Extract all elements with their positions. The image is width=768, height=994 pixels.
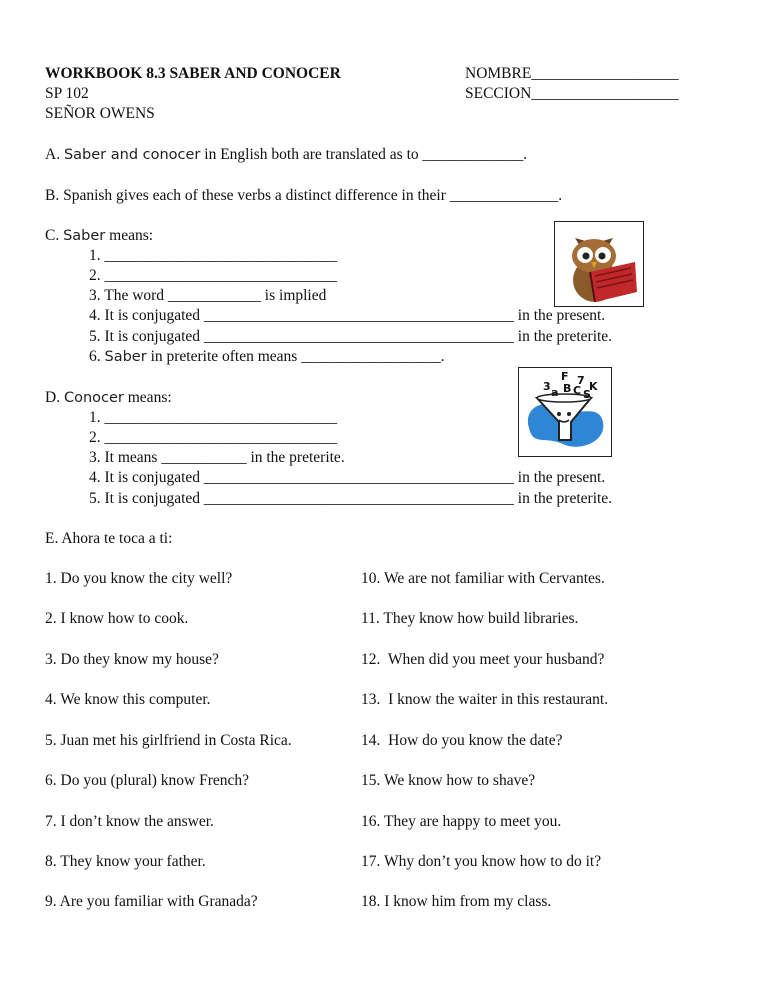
- section-a-text: in English both are translated as to _____________.: [200, 146, 528, 163]
- funnel-letter: 3: [543, 380, 551, 393]
- section-c-heading: [45, 227, 153, 245]
- seccion-field[interactable]: SECCION___________________: [465, 85, 679, 102]
- funnel-letter: B: [563, 382, 572, 395]
- section-d-heading: [45, 389, 172, 407]
- exercise-item: 14. How do you know the date?: [361, 732, 563, 749]
- section-d-item: 2. ______________________________: [89, 429, 337, 446]
- exercise-item: 17. Why don’t you know how to do it?: [361, 853, 602, 870]
- funnel-letter: 7: [577, 374, 585, 387]
- funnel-letter: F: [561, 370, 569, 383]
- exercise-item: 4. We know this computer.: [45, 691, 211, 708]
- exercise-item: 13. I know the waiter in this restaurant.: [361, 691, 609, 708]
- section-d-item: 5. It is conjugated ________________________________________ in the preterite.: [89, 490, 613, 507]
- section-a-term: Saber and conocer: [63, 147, 201, 163]
- section-c-item: 5. It is conjugated ________________________________________ in the preterite.: [89, 328, 613, 345]
- funnel-letter: a: [551, 386, 559, 399]
- exercise-item: 2. I know how to cook.: [45, 610, 189, 627]
- exercise-item: 6. Do you (plural) know French?: [45, 772, 250, 789]
- section-c-item: 1. ______________________________: [89, 247, 337, 264]
- teacher-name: SEÑOR OWENS: [45, 105, 155, 122]
- section-c-item: 2. ______________________________: [89, 267, 337, 284]
- exercise-item: 8. They know your father.: [45, 853, 206, 870]
- section-d-letter: D.: [45, 389, 64, 406]
- exercise-item: 11. They know how build libraries.: [361, 610, 579, 627]
- section-b: B. Spanish gives each of these verbs a distinct difference in their ______________.: [45, 187, 563, 204]
- exercise-item: 7. I don’t know the answer.: [45, 813, 214, 830]
- section-c-item: 3. The word ____________ is implied: [89, 287, 327, 304]
- exercise-item: 9. Are you familiar with Granada?: [45, 893, 258, 910]
- section-c-term: Saber: [63, 228, 106, 244]
- section-c-label: means:: [105, 227, 154, 244]
- section-a: [45, 146, 527, 164]
- section-d-term: Conocer: [63, 390, 124, 406]
- section-d-item: 4. It is conjugated ________________________________________ in the present.: [89, 469, 606, 486]
- section-c-letter: C.: [45, 227, 64, 244]
- exercise-item: 16. They are happy to meet you.: [361, 813, 562, 830]
- exercise-item: 15. We know how to shave?: [361, 772, 536, 789]
- owl-reading-book-icon: [554, 221, 644, 307]
- worksheet-title: WORKBOOK 8.3 SABER AND CONOCER: [45, 65, 341, 82]
- exercise-item: 1. Do you know the city well?: [45, 570, 233, 587]
- item-text: in preterite often means __________________.: [146, 348, 445, 365]
- exercise-item: 3. Do they know my house?: [45, 651, 219, 668]
- exercise-item: 12. When did you meet your husband?: [361, 651, 605, 668]
- course-code: SP 102: [45, 85, 89, 102]
- item-term: Saber: [104, 349, 147, 365]
- funnel-letter: S: [583, 388, 591, 401]
- exercise-item: 10. We are not familiar with Cervantes.: [361, 570, 605, 587]
- funnel-letter: C: [573, 384, 582, 397]
- section-d-item: 3. It means ___________ in the preterite.: [89, 449, 345, 466]
- section-c-item: 4. It is conjugated ________________________________________ in the present.: [89, 307, 606, 324]
- nombre-field[interactable]: NOMBRE___________________: [465, 65, 679, 82]
- section-a-letter: A.: [45, 146, 64, 163]
- exercise-item: 5. Juan met his girlfriend in Costa Rica.: [45, 732, 292, 749]
- item-number: 6.: [89, 348, 105, 365]
- section-d-item: 1. ______________________________: [89, 409, 337, 426]
- funnel-letter: K: [589, 380, 598, 393]
- section-e-heading: E. Ahora te toca a ti:: [45, 530, 173, 547]
- exercise-item: 18. I know him from my class.: [361, 893, 552, 910]
- section-d-label: means:: [123, 389, 172, 406]
- section-c-item-6: [89, 348, 445, 366]
- letters-funnel-icon: [518, 367, 612, 457]
